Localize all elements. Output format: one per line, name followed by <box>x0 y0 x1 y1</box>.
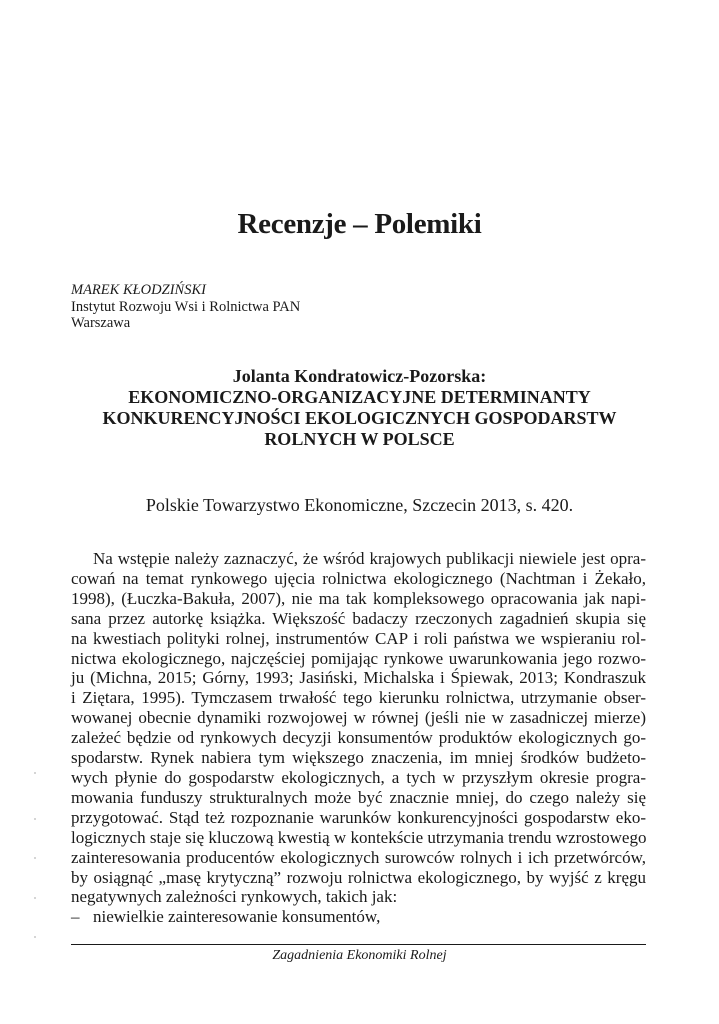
margin-mark <box>34 772 36 774</box>
book-publisher: Polskie Towarzystwo Ekonomiczne, Szczecin 2013, s. 420. <box>145 495 574 515</box>
body-line: mowania funduszy strukturalnych może być znacznie mniej, do czego należy się <box>71 787 646 807</box>
footer-rule <box>71 944 646 945</box>
reviewer-institution: Instytut Rozwoju Wsi i Rolnictwa PAN <box>71 298 301 315</box>
body-line: przygotować. Stąd też rozpoznanie warunków konkurencyjności gospodarstw eko- <box>71 807 646 827</box>
reviewer-city: Warszawa <box>71 315 131 331</box>
book-title-line: KONKURENCYJNOŚCI EKOLOGICZNYCH GOSPODARSTW <box>102 408 617 428</box>
reviewer-name: MAREK KŁODZIŃSKI <box>71 282 206 298</box>
body-line: by osiągnąć „masę krytyczną” rozwoju rolnictwa ekologicznego, by wyjść z kręgu <box>71 867 646 887</box>
list-dash: – <box>71 907 80 927</box>
body-line: zainteresowania producentów ekologicznych surowców rolnych i ich przetwórców, <box>71 847 646 867</box>
book-heading <box>60 366 659 450</box>
book-author: Jolanta Kondratowicz-Pozorska: <box>232 366 487 386</box>
body-line: spodarstw. Rynek nabiera tym większego znaczenia, im mniej środków budżeto- <box>71 748 646 768</box>
margin-mark <box>34 936 36 938</box>
body-line: i Ziętara, 1995). Tymczasem trwałość tego kierunku rolnictwa, utrzymanie obser- <box>71 688 646 708</box>
margin-mark <box>34 897 36 899</box>
body-line: ju (Michna, 2015; Górny, 1993; Jasiński, Michalska i Śpiewak, 2013; Kondraszuk <box>71 668 646 688</box>
body-line: na kwestiach polityki rolnej, instrumentów CAP i roli państwa we wspieraniu rol- <box>71 628 646 648</box>
body-line: Na wstępie należy zaznaczyć, że wśród krajowych publikacji niewiele jest opra- <box>93 549 646 568</box>
body-line: wych płynie do gospodarstw ekologicznych, a tych w przyszłym okresie progra- <box>71 767 646 787</box>
journal-footer: Zagadnienia Ekonomiki Rolnej <box>272 948 447 963</box>
body-line: zależeć będzie od rynkowych decyzji konsumentów produktów ekologicznych go- <box>71 728 646 748</box>
body-line: negatywnych zależności rynkowych, takich jak: <box>71 887 398 907</box>
body-line: cowań na temat rynkowego ujęcia rolnictwa ekologicznego (Nachtman i Żekało, <box>71 568 646 588</box>
reviewer-block <box>71 282 300 332</box>
review-body <box>71 549 646 927</box>
book-title-line: ROLNYCH W POLSCE <box>264 429 455 449</box>
body-line: 1998), (Łuczka-Bakuła, 2007), nie ma tak kompleksowego opracowania jak napi- <box>71 588 646 608</box>
list-item-text: niewielkie zainteresowanie konsumentów, <box>93 907 381 927</box>
body-line: nictwa ekologicznego, najczęściej pomijając rynkowe uwarunkowania jego rozwo- <box>71 648 646 668</box>
body-line: wowanej obecnie dynamiki rozwojowej w równej (jeśli nie w zasadniczej mierze) <box>71 708 646 728</box>
margin-mark <box>34 818 36 820</box>
section-title: Recenzje – Polemiki <box>237 208 482 240</box>
list-item <box>71 907 646 927</box>
body-line: logicznych staje się kluczową kwestią w kontekście utrzymania trendu wzrostowego <box>71 827 647 847</box>
margin-mark <box>34 857 36 859</box>
book-title-line: EKONOMICZNO-ORGANIZACYJNE DETERMINANTY <box>128 387 591 407</box>
body-line: sana przez autorkę książka. Większość badaczy rzeczonych zagadnień skupia się <box>71 608 646 628</box>
